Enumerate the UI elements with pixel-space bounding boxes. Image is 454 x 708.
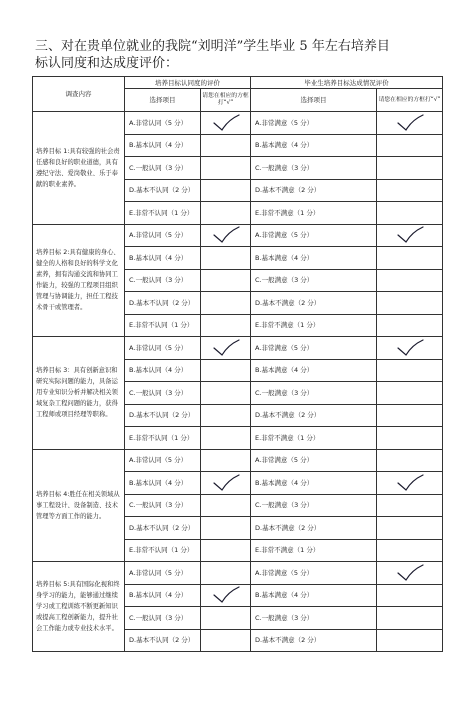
header-select: 选择项目 [125, 89, 201, 112]
achievement-option: E.非常不满意（1 分） [251, 202, 377, 225]
recognition-option: B.基本认同（4 分） [125, 472, 201, 495]
recognition-option: D.基本不认同（2 分） [125, 179, 201, 202]
achievement-option: C.一般满意（3 分） [251, 607, 377, 630]
achievement-tick-box[interactable] [377, 337, 443, 360]
achievement-tick-box[interactable] [377, 112, 443, 135]
recognition-option: C.一般认同（3 分） [125, 494, 201, 517]
check-mark-icon [395, 339, 425, 357]
recognition-option: E.非常不认同（1 分） [125, 314, 201, 337]
achievement-option: C.一般满意（3 分） [251, 157, 377, 180]
header-tick [201, 89, 251, 112]
header-topic: 调查内容 [33, 77, 125, 112]
achievement-tick-box[interactable] [377, 494, 443, 517]
heading-line-1: 三、对在贵单位就业的我院“刘明洋”学生毕业 5 年左右培养目 [35, 39, 390, 54]
achievement-option: B.基本满意（4 分） [251, 247, 377, 270]
recognition-tick-box[interactable] [201, 157, 251, 180]
evaluation-table [32, 76, 443, 652]
table-row [33, 224, 443, 247]
recognition-tick-box[interactable] [201, 562, 251, 585]
recognition-tick-box[interactable] [201, 539, 251, 562]
recognition-tick-box[interactable] [201, 202, 251, 225]
table-row [33, 562, 443, 585]
achievement-tick-box[interactable] [377, 269, 443, 292]
achievement-tick-box[interactable] [377, 562, 443, 585]
goal-description: 培养目标 4:胜任在相关领域从事工程设计、设备制造、技术管理等方面工作的能力。 [33, 449, 125, 562]
recognition-tick-box[interactable] [201, 314, 251, 337]
recognition-option: D.基本不认同（2 分） [125, 629, 201, 652]
section-heading [35, 38, 445, 72]
recognition-tick-box[interactable] [201, 134, 251, 157]
achievement-option: A.非常满意（5 分） [251, 562, 377, 585]
achievement-tick-box[interactable] [377, 539, 443, 562]
recognition-tick-box[interactable] [201, 584, 251, 607]
recognition-tick-box[interactable] [201, 224, 251, 247]
achievement-tick-box[interactable] [377, 202, 443, 225]
header-tick-2 [377, 89, 443, 112]
check-mark-icon [211, 474, 241, 492]
recognition-tick-box[interactable] [201, 607, 251, 630]
recognition-option: B.基本认同（4 分） [125, 247, 201, 270]
recognition-option: B.基本认同（4 分） [125, 134, 201, 157]
recognition-option: C.一般认同（3 分） [125, 382, 201, 405]
achievement-option: A.非常满意（5 分） [251, 337, 377, 360]
recognition-tick-box[interactable] [201, 449, 251, 472]
goal-description: 培养目标 5:具有国际化视和终身学习的能力，能够通过继续学习或工程训练不断更新知识或提高工程创新能力，提升社会工作能力或专业技术水平。 [33, 562, 125, 652]
recognition-option: A.非常认同（5 分） [125, 562, 201, 585]
check-mark-icon [395, 226, 425, 244]
check-mark-icon [395, 474, 425, 492]
recognition-tick-box[interactable] [201, 517, 251, 540]
check-mark-icon [211, 226, 241, 244]
recognition-tick-box[interactable] [201, 247, 251, 270]
check-mark-icon [211, 339, 241, 357]
achievement-option: C.一般满意（3 分） [251, 382, 377, 405]
recognition-tick-box[interactable] [201, 404, 251, 427]
recognition-option: A.非常认同（5 分） [125, 112, 201, 135]
table-row [33, 449, 443, 472]
achievement-tick-box[interactable] [377, 359, 443, 382]
header-select-2: 选择项目 [251, 89, 377, 112]
check-mark-icon [211, 586, 241, 604]
goal-description: 培养目标 2:具有健康的身心、健全的人格和良好的科学文化素养，拥有沟通交流和协同工作能力，较强的工程项目组织管理与协调能力，担任工程技术骨干或管理者。 [33, 224, 125, 337]
recognition-tick-box[interactable] [201, 337, 251, 360]
recognition-option: E.非常不认同（1 分） [125, 539, 201, 562]
achievement-tick-box[interactable] [377, 472, 443, 495]
achievement-option: D.基本不满意（2 分） [251, 517, 377, 540]
recognition-tick-box[interactable] [201, 359, 251, 382]
header-tick-label-2: 请您在相应的方框打“√” [378, 96, 441, 103]
achievement-option: E.非常不满意（1 分） [251, 427, 377, 450]
achievement-option: B.基本满意（4 分） [251, 472, 377, 495]
recognition-option: D.基本不认同（2 分） [125, 517, 201, 540]
recognition-option: A.非常认同（5 分） [125, 449, 201, 472]
recognition-option: A.非常认同（5 分） [125, 337, 201, 360]
header-tick-label: 请您在相应的方框打“√” [202, 93, 249, 106]
recognition-tick-box[interactable] [201, 269, 251, 292]
achievement-tick-box[interactable] [377, 517, 443, 540]
achievement-option: C.一般满意（3 分） [251, 269, 377, 292]
table-row [33, 337, 443, 360]
table-row [33, 112, 443, 135]
header-achievement: 毕业生培养目标达成情况评价 [251, 77, 443, 89]
achievement-option: D.基本不满意（2 分） [251, 179, 377, 202]
achievement-option: D.基本不满意（2 分） [251, 292, 377, 315]
achievement-option: B.基本满意（4 分） [251, 134, 377, 157]
recognition-tick-box[interactable] [201, 629, 251, 652]
goal-description: 培养目标 3：具有创新意识和研究实际问题的能力，具备运用专业知识分析并解决相关领域复杂工程问题的能力，获得工程师或项目经理等职称。 [33, 337, 125, 450]
recognition-option: C.一般认同（3 分） [125, 607, 201, 630]
header-recognition: 培养目标认同度的评价 [125, 77, 251, 89]
achievement-option: A.非常满意（5 分） [251, 224, 377, 247]
achievement-option: E.非常不满意（1 分） [251, 314, 377, 337]
achievement-option: D.基本不满意（2 分） [251, 629, 377, 652]
goal-description: 培养目标 1:具有较强的社会责任感和良好的职业道德，具有遵纪守法、爱岗敬业、乐于奉献的职业素养。 [33, 112, 125, 225]
recognition-tick-box[interactable] [201, 112, 251, 135]
achievement-tick-box[interactable] [377, 157, 443, 180]
achievement-tick-box[interactable] [377, 224, 443, 247]
achievement-tick-box[interactable] [377, 314, 443, 337]
achievement-option: B.基本满意（4 分） [251, 584, 377, 607]
recognition-tick-box[interactable] [201, 494, 251, 517]
check-mark-icon [395, 564, 425, 582]
recognition-tick-box[interactable] [201, 472, 251, 495]
achievement-option: D.基本不满意（2 分） [251, 404, 377, 427]
achievement-option: B.基本满意（4 分） [251, 359, 377, 382]
achievement-option: C.一般满意（3 分） [251, 494, 377, 517]
achievement-tick-box[interactable] [377, 134, 443, 157]
recognition-option: E.非常不认同（1 分） [125, 427, 201, 450]
recognition-tick-box[interactable] [201, 427, 251, 450]
check-mark-icon [211, 114, 241, 132]
achievement-tick-box[interactable] [377, 292, 443, 315]
recognition-option: D.基本不认同（2 分） [125, 404, 201, 427]
achievement-option: A.非常满意（5 分） [251, 112, 377, 135]
recognition-option: B.基本认同（4 分） [125, 584, 201, 607]
recognition-option: E.非常不认同（1 分） [125, 202, 201, 225]
achievement-option: E.非常不满意（1 分） [251, 539, 377, 562]
achievement-tick-box[interactable] [377, 584, 443, 607]
survey-body [33, 112, 443, 652]
recognition-option: C.一般认同（3 分） [125, 269, 201, 292]
recognition-tick-box[interactable] [201, 382, 251, 405]
achievement-tick-box[interactable] [377, 607, 443, 630]
achievement-tick-box[interactable] [377, 382, 443, 405]
achievement-tick-box[interactable] [377, 449, 443, 472]
check-mark-icon [395, 114, 425, 132]
achievement-tick-box[interactable] [377, 629, 443, 652]
recognition-option: B.基本认同（4 分） [125, 359, 201, 382]
recognition-option: C.一般认同（3 分） [125, 157, 201, 180]
heading-line-2: 标认同度和达成度评价： [35, 56, 179, 71]
achievement-option: A.非常满意（5 分） [251, 449, 377, 472]
recognition-tick-box[interactable] [201, 179, 251, 202]
achievement-tick-box[interactable] [377, 404, 443, 427]
recognition-tick-box[interactable] [201, 292, 251, 315]
recognition-option: A.非常认同（5 分） [125, 224, 201, 247]
achievement-tick-box[interactable] [377, 427, 443, 450]
recognition-option: D.基本不认同（2 分） [125, 292, 201, 315]
achievement-tick-box[interactable] [377, 247, 443, 270]
achievement-tick-box[interactable] [377, 179, 443, 202]
